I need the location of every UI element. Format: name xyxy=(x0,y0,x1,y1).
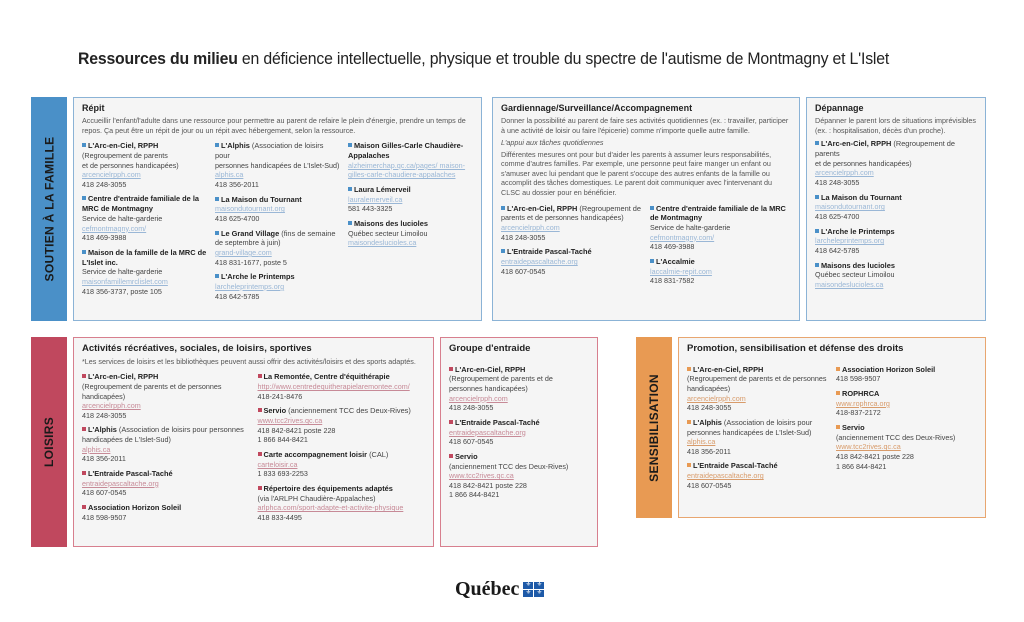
promotion-col xyxy=(687,365,828,496)
resource-entry xyxy=(501,247,642,276)
bullet-square-icon xyxy=(82,374,86,378)
resource-detail: (Regroupement de parents et de personnes xyxy=(82,382,222,392)
tab-soutien-famille: SOUTIEN À LA FAMILLE xyxy=(31,97,67,321)
resource-link[interactable]: cefmontmagny.com/ xyxy=(82,223,147,233)
resource-detail: handicapées) xyxy=(82,391,126,401)
resource-phone: 418 598-9507 xyxy=(836,374,881,384)
resource-entry xyxy=(348,141,473,180)
resource-detail: (anciennement TCC des Deux-Rives) xyxy=(449,461,569,471)
resource-name xyxy=(348,141,473,161)
bullet-square-icon xyxy=(215,197,219,201)
resource-name-text: Maison Gilles-Carle Chaudière-Appalaches xyxy=(348,141,464,160)
resource-link[interactable]: arcencielrpph.com xyxy=(501,223,560,233)
resource-entry xyxy=(687,365,828,413)
repit-title: Répit xyxy=(82,103,105,113)
bullet-square-icon xyxy=(501,206,505,210)
resource-link[interactable]: entraidepascaltache.org xyxy=(449,427,526,437)
bullet-square-icon xyxy=(815,229,819,233)
depannage-title: Dépannage xyxy=(815,103,864,113)
resource-name-text: L'Alphis xyxy=(88,425,117,435)
resource-phone: 418 248-3055 xyxy=(687,403,732,413)
resource-name-text: Association Horizon Soleil xyxy=(88,502,182,512)
resource-phone: 1 833 693-2253 xyxy=(257,469,308,479)
resource-phone: 1 866 844-8421 xyxy=(257,435,308,445)
resource-detail: parents et de personnes handicapées) xyxy=(501,213,624,223)
resource-phone: 418 248-3055 xyxy=(449,403,494,413)
resource-name xyxy=(687,461,828,471)
resource-link[interactable]: larcheleprintemps.org xyxy=(815,236,885,246)
bullet-square-icon xyxy=(687,367,691,371)
resource-name-text: Centre d'entraide familiale de la MRC de Montmagny xyxy=(650,203,786,223)
resource-name xyxy=(82,469,250,479)
resource-name xyxy=(348,185,473,195)
resource-name-text: L'Entraide Pascal-Taché xyxy=(88,468,173,478)
resource-note: (fins de semaine xyxy=(279,228,336,238)
resource-note: (Regroupement de parents xyxy=(815,139,956,158)
bullet-square-icon xyxy=(815,263,819,267)
activites-section xyxy=(73,337,434,547)
resource-name xyxy=(815,227,977,237)
resource-entry xyxy=(258,372,426,401)
resource-name-text: Répertoire des équipements adaptés xyxy=(263,483,393,493)
repit-col xyxy=(215,141,340,306)
resource-name xyxy=(815,261,977,271)
resource-phone: 418 356-2011 xyxy=(82,454,126,464)
resource-name-text: L'Arc-en-Ciel, RPPH xyxy=(88,141,159,151)
resource-phone: 418 469-3988 xyxy=(650,242,695,252)
resource-name-text: Association Horizon Soleil xyxy=(842,364,936,374)
resource-phone: 418 607-0545 xyxy=(449,437,494,447)
resource-link[interactable]: www.rophrca.org xyxy=(836,398,890,408)
bullet-square-icon xyxy=(258,408,262,412)
resource-name xyxy=(82,372,250,382)
resource-phone: 581 443-3325 xyxy=(348,204,393,214)
resource-entry xyxy=(215,195,340,224)
resource-phone: 418 356-2011 xyxy=(215,179,259,189)
resource-detail: de septembre à juin) xyxy=(215,238,281,248)
bullet-square-icon xyxy=(215,231,219,235)
resource-entry xyxy=(687,461,828,490)
resource-entry xyxy=(815,227,977,256)
resource-detail: (Regroupement de parents xyxy=(82,150,168,160)
resource-phone: 418-837-2172 xyxy=(836,408,881,418)
resource-entry xyxy=(82,469,250,498)
resource-name-text: L'Arc-en-Ciel, RPPH xyxy=(507,203,578,213)
resource-entry xyxy=(449,418,589,447)
activites-col xyxy=(258,372,426,527)
bullet-square-icon xyxy=(258,374,262,378)
resource-link[interactable]: maisonfamillemrclislet.com xyxy=(82,276,168,286)
resource-phone: 418 607-0545 xyxy=(687,480,732,490)
bullet-square-icon xyxy=(348,143,352,147)
bullet-square-icon xyxy=(836,367,840,371)
resource-detail: handicapées) xyxy=(687,384,731,394)
gardiennage-description: Donner la possibilité au parent de faire ses activités quotidiennes (ex. : travailler, participer à une activité de loisir ou faire l'épicerie) comme n'importe quelle autre famille. xyxy=(501,115,789,135)
resource-phone: 418 831-1677, poste 5 xyxy=(215,257,287,267)
resource-entry xyxy=(215,229,340,268)
resource-phone: 418 607-0545 xyxy=(82,488,127,498)
resource-name xyxy=(215,141,340,161)
resource-entry xyxy=(836,423,977,471)
resource-link[interactable]: larcheleprintemps.org xyxy=(215,281,285,291)
resource-phone: 418 248-3055 xyxy=(815,177,860,187)
resource-name xyxy=(258,484,426,494)
resource-phone: 418 469-3988 xyxy=(82,233,127,243)
resource-entry xyxy=(650,204,791,252)
resource-name-text: L'Arc-en-Ciel, RPPH xyxy=(693,364,764,374)
resource-name xyxy=(82,141,207,151)
resource-detail: Service de halte-garderie xyxy=(650,223,731,233)
bullet-square-icon xyxy=(449,454,453,458)
resource-link[interactable]: cefmontmagny.com/ xyxy=(650,232,715,242)
resource-detail: (Regroupement de parents et de personnes xyxy=(687,374,827,384)
resource-phone: 418 248-3055 xyxy=(501,232,546,242)
bullet-square-icon xyxy=(82,471,86,475)
bullet-square-icon xyxy=(82,143,86,147)
resource-entry xyxy=(258,450,426,479)
gardiennage-description-2: Différentes mesures ont pour but d'aider les parents à assumer leurs responsabilités, comme d'autres familles. Par exemple, une personne peut faire manger un enfant ou s'amuser avec lui pendant que le parent s'occupe des autres enfants de la famille ou accomplit des tâches domestiques. Le parent doit communiquer avec l'intervenant du CLSC au dossier pour en bénéficier. xyxy=(501,149,773,198)
resource-name xyxy=(215,195,340,205)
gardiennage-col xyxy=(650,204,791,291)
bullet-square-icon xyxy=(82,250,86,254)
resource-link[interactable]: entraidepascaltache.org xyxy=(501,257,578,267)
resource-name xyxy=(449,418,589,428)
resource-entry xyxy=(815,261,977,290)
resource-link[interactable]: alphis.ca xyxy=(82,444,111,454)
repit-section xyxy=(73,97,482,321)
resource-name xyxy=(449,365,589,375)
resource-entry xyxy=(82,194,207,242)
resource-entry xyxy=(215,272,340,301)
resource-entry xyxy=(348,219,473,248)
resource-name-text: L'Accalmie xyxy=(656,257,695,267)
resource-entry xyxy=(258,484,426,523)
resource-name xyxy=(650,257,791,267)
resource-entry xyxy=(82,248,207,296)
resource-link[interactable]: alphis.ca xyxy=(687,437,716,447)
activites-col xyxy=(82,372,250,527)
bullet-square-icon xyxy=(82,196,86,200)
groupe-entraide-title: Groupe d'entraide xyxy=(449,343,531,354)
depannage-description: Dépanner le parent lors de situations imprévisibles (ex. : hospitalisation, décès d'un proche). xyxy=(815,115,977,135)
resource-name-text: Laura Lémerveil xyxy=(354,184,411,194)
resource-name-text: Servio xyxy=(263,406,287,416)
resource-name xyxy=(687,365,828,375)
resource-name xyxy=(258,372,426,382)
resource-phone: 418 625-4700 xyxy=(815,211,860,221)
resource-name-text: L'Arche le Printemps xyxy=(821,226,895,236)
promotion-col xyxy=(836,365,977,496)
resource-note: (Regroupement de xyxy=(577,203,642,213)
bullet-square-icon xyxy=(501,249,505,253)
resource-link[interactable]: entraidepascaltache.org xyxy=(82,478,159,488)
resource-entry xyxy=(650,257,791,286)
activites-title: Activités récréatives, sociales, de loisirs, sportives xyxy=(82,343,312,354)
resource-entry xyxy=(82,425,250,464)
bullet-square-icon xyxy=(258,452,262,456)
depannage-section xyxy=(806,97,986,321)
resource-detail: handicapées de L'Islet-Sud) xyxy=(82,435,171,445)
resource-name xyxy=(815,193,977,203)
resource-link[interactable]: http://www.centredequitherapielaremontee.com/ xyxy=(257,382,410,392)
resource-detail: (Regroupement de parents et de xyxy=(449,374,553,384)
activites-description: *Les services de loisirs et les bibliothèques peuvent aussi offrir des activités/loisirs et des sports adaptés. xyxy=(82,356,416,366)
resource-note: (CAL) xyxy=(367,449,389,459)
resource-name-text: Servio xyxy=(842,423,865,433)
bullet-square-icon xyxy=(687,420,691,424)
resource-link[interactable]: arlphca.com/sport-adapte-et-activite-physique xyxy=(257,503,404,513)
resource-entry xyxy=(501,204,642,243)
resource-link[interactable]: lauralemerveil.ca xyxy=(348,194,403,204)
resource-detail: personnes handicapées) xyxy=(449,384,528,394)
gardiennage-col xyxy=(501,204,642,291)
resource-link[interactable]: arcencielrpph.com xyxy=(815,168,874,178)
resource-name-text: L'Arche le Printemps xyxy=(221,272,295,282)
resource-name-text: L'Arc-en-Ciel, RPPH xyxy=(455,364,526,374)
resource-link[interactable]: arcencielrpph.com xyxy=(82,170,141,180)
gardiennage-subtitle: L'appui aux tâches quotidiennes xyxy=(501,138,604,148)
resource-name-text: L'Arc-en-Ciel, RPPH xyxy=(88,372,159,382)
resource-name xyxy=(449,452,589,462)
resource-entry xyxy=(836,365,977,384)
resource-phone: 418 248-3055 xyxy=(82,179,127,189)
resource-name xyxy=(836,389,977,399)
bullet-square-icon xyxy=(836,425,840,429)
resource-name xyxy=(82,503,250,513)
bullet-square-icon xyxy=(449,420,453,424)
promotion-section xyxy=(678,337,986,518)
resource-link[interactable]: maisondutournant.org xyxy=(215,204,285,214)
resource-name-text: L'Alphis xyxy=(693,417,722,427)
bullet-square-icon xyxy=(650,259,654,263)
resource-link[interactable]: grand-village.com xyxy=(215,247,272,257)
resource-name-text: La Maison du Tournant xyxy=(821,192,902,202)
resource-link[interactable]: carteloisir.ca xyxy=(257,459,298,469)
resource-name-text: L'Entraide Pascal-Taché xyxy=(455,417,540,427)
groupe-entraide-section xyxy=(440,337,598,547)
resource-entry xyxy=(82,141,207,189)
resource-link[interactable]: arcencielrpph.com xyxy=(82,401,141,411)
resource-link[interactable]: arcencielrpph.com xyxy=(687,393,746,403)
resource-phone: 418 642-5785 xyxy=(815,245,860,255)
repit-col xyxy=(82,141,207,306)
bullet-square-icon xyxy=(687,463,691,467)
resource-name-text: L'Entraide Pascal-Taché xyxy=(693,461,778,471)
bullet-square-icon xyxy=(348,187,352,191)
resource-entry xyxy=(215,141,340,189)
repit-col xyxy=(348,141,473,306)
page-title: Ressources du milieu en déficience intellectuelle, physique et trouble du spectre de l'autisme de Montmagny et L'Islet xyxy=(78,49,890,68)
resource-entry xyxy=(815,139,977,187)
resource-phone: 418 248-3055 xyxy=(82,410,127,420)
quebec-logo-text: Québec xyxy=(455,578,520,600)
resource-link[interactable]: www.tcc2rives.qc.ca xyxy=(836,442,901,452)
promotion-title: Promotion, sensibilisation et défense des droits xyxy=(687,343,904,354)
resource-entry xyxy=(348,185,473,214)
resource-entry xyxy=(258,406,426,445)
quebec-flag-icon xyxy=(523,582,544,597)
resource-link[interactable]: www.tcc2rives.qc.ca xyxy=(449,471,514,481)
bullet-square-icon xyxy=(650,206,654,210)
resource-name xyxy=(215,272,340,282)
resource-detail: Québec secteur Limoilou xyxy=(348,228,428,238)
quebec-logo xyxy=(455,578,544,601)
resource-phone: 418 598-9507 xyxy=(82,512,127,522)
bullet-square-icon xyxy=(82,505,86,509)
resource-name-text: L'Alphis xyxy=(221,141,250,151)
resource-name xyxy=(501,204,642,214)
resource-name-text: Le Grand Village xyxy=(221,228,280,238)
resource-link[interactable]: alzheimerchap.qc.ca/pages/ maison-gilles-carle-chaudiere-appalaches xyxy=(348,160,466,180)
resource-name xyxy=(815,139,977,159)
resource-name-text: Centre d'entraide familiale de la MRC de Montmagny xyxy=(82,194,200,214)
resource-name-text: Maisons des lucioles xyxy=(354,218,428,228)
resource-link[interactable]: www.tcc2rives.qc.ca xyxy=(257,416,323,426)
resource-phone: 1 866 844-8421 xyxy=(449,490,500,500)
resource-link[interactable]: maisondeslucioles.ca xyxy=(348,238,417,248)
resource-name-text: L'Entraide Pascal-Taché xyxy=(507,247,592,257)
resource-phone: 418 625-4700 xyxy=(215,213,260,223)
resource-name xyxy=(82,425,250,435)
resource-link[interactable]: maisondeslucioles.ca xyxy=(815,279,884,289)
resource-detail: personnes handicapées de L'Islet-Sud) xyxy=(215,160,340,170)
bullet-square-icon xyxy=(815,195,819,199)
resource-name-text: Maison de la famille de la MRC de L'Islet inc. xyxy=(82,247,207,267)
bullet-square-icon xyxy=(836,391,840,395)
bullet-square-icon xyxy=(449,367,453,371)
resource-link[interactable]: entraidepascaltache.org xyxy=(687,471,764,481)
resource-name-text: L'Arc-en-Ciel, RPPH xyxy=(821,139,892,149)
resource-entry xyxy=(815,193,977,222)
resource-phone: 418 833-4495 xyxy=(257,512,302,522)
resource-name-text: Carte accompagnement loisir xyxy=(263,449,368,459)
resource-note: (Association de loisirs pour xyxy=(721,417,813,427)
resource-name-text: ROPHRCA xyxy=(842,389,880,399)
resource-detail: Québec secteur Limoilou xyxy=(815,270,895,280)
resource-entry xyxy=(836,389,977,418)
resource-link[interactable]: arcencielrpph.com xyxy=(449,393,508,403)
resource-link[interactable]: alphis.ca xyxy=(215,170,244,180)
resource-phone: 418-241-8476 xyxy=(257,391,303,401)
resource-detail: et de personnes handicapées) xyxy=(815,158,912,168)
bullet-square-icon xyxy=(215,143,219,147)
bullet-square-icon xyxy=(348,221,352,225)
resource-phone: 418 842-8421 poste 228 xyxy=(449,480,527,490)
resource-name xyxy=(687,418,828,428)
resource-link[interactable]: maisondutournant.org xyxy=(815,202,885,212)
bullet-square-icon xyxy=(215,274,219,278)
resource-phone: 1 866 844-8421 xyxy=(836,461,887,471)
resource-entry xyxy=(687,418,828,457)
resource-phone: 418 356-3737, poste 105 xyxy=(82,286,162,296)
repit-description: Accueillir l'enfant/l'adulte dans une ressource pour permettre au parent de refaire le plein d'énergie, prendre un temps de repos. Ça peut être un répit de jour ou un répit avec hébergement, selon la ressource. xyxy=(82,115,466,135)
resource-name xyxy=(215,229,340,239)
resource-link[interactable]: laccalmie-repit.com xyxy=(650,266,712,276)
resource-name xyxy=(836,365,977,375)
resource-phone: 418 842-8421 poste 228 xyxy=(836,452,914,462)
resource-note: (anciennement TCC des Deux-Rives) xyxy=(286,406,411,416)
resource-detail: Service de halte-garderie xyxy=(82,213,163,223)
resource-name xyxy=(82,248,207,268)
tab-sensibilisation: SENSIBILISATION xyxy=(636,337,672,518)
resource-name xyxy=(501,247,642,257)
groupe-entraide-col xyxy=(449,365,589,505)
resource-phone: 418 642-5785 xyxy=(215,291,260,301)
resource-name-text: Servio xyxy=(455,451,478,461)
gardiennage-section xyxy=(492,97,800,321)
resource-detail: (via l'ARLPH Chaudière-Appalaches) xyxy=(257,493,376,503)
bullet-square-icon xyxy=(82,427,86,431)
resource-phone: 418 842-8421 poste 228 xyxy=(257,425,336,435)
resource-entry xyxy=(449,365,589,413)
resource-phone: 418 607-0545 xyxy=(501,266,546,276)
resource-entry xyxy=(82,372,250,420)
resource-phone: 418 831-7582 xyxy=(650,276,695,286)
resource-name xyxy=(82,194,207,214)
resource-note: (Association de loisirs pour xyxy=(215,141,324,160)
gardiennage-title: Gardiennage/Surveillance/Accompagnement xyxy=(501,103,693,113)
resource-name xyxy=(836,423,977,433)
resource-entry xyxy=(449,452,589,500)
resource-detail: Service de halte-garderie xyxy=(82,267,163,277)
resource-name-text: La Remontée, Centre d'équithérapie xyxy=(263,372,390,382)
resource-name xyxy=(650,204,791,224)
resource-name-text: La Maison du Tournant xyxy=(221,194,302,204)
bullet-square-icon xyxy=(815,141,819,145)
resource-name-text: Maisons des lucioles xyxy=(821,260,895,270)
resource-entry xyxy=(82,503,250,522)
resource-phone: 418 356-2011 xyxy=(687,446,731,456)
resource-note: (Association de loisirs pour personnes xyxy=(116,425,244,435)
resource-name xyxy=(258,406,426,416)
resource-detail: personnes handicapées de L'Islet-Sud) xyxy=(687,427,812,437)
depannage-col xyxy=(815,139,977,294)
resource-name xyxy=(258,450,426,460)
resource-detail: et de personnes handicapées) xyxy=(82,160,179,170)
tab-loisirs: LOISIRS xyxy=(31,337,67,547)
bullet-square-icon xyxy=(258,486,262,490)
resource-name xyxy=(348,219,473,229)
resource-detail: (anciennement TCC des Deux-Rives) xyxy=(836,432,956,442)
